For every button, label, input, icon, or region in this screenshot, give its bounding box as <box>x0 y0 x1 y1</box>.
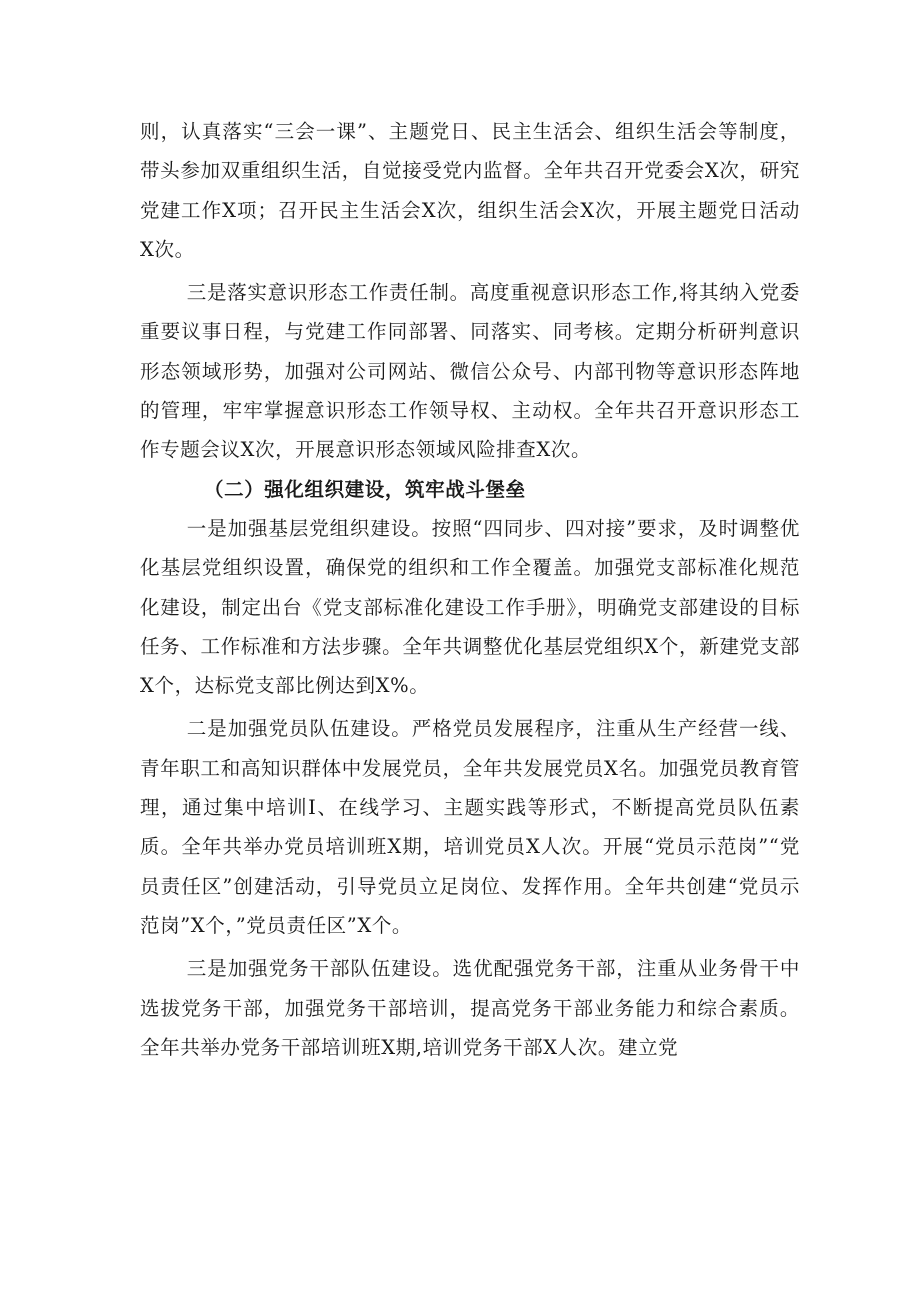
section-heading-organization: （二）强化组织建设，筑牢战斗堡垒 <box>204 477 526 501</box>
paragraph-party-affairs-cadres: 三是加强党务干部队伍建设。选优配强党务干部，注重从业务骨干中选拔党务干部，加强党务干部培训，提高党务干部业务能力和综合素质。全年共举办党务干部培训班X期,培训党务干部X人次。建立党 <box>140 957 800 1059</box>
paragraph-party-member-team: 二是加强党员队伍建设。严格党员发展程序，注重从生产经营一线、青年职工和高知识群体中发展党员，全年共发展党员X名。加强党员教育管理，通过集中培训I、在线学习、主题实践等形式，不断提高党员队伍素质。全年共举办党员培训班X期，培训党员X人次。开展“党员示范岗”“党员责任区”创建活动，引导党员立足岗位、发挥作用。全年共创建“党员示范岗”X个，”党员责任区”X个。 <box>140 717 800 937</box>
paragraph-grassroots-organization: 一是加强基层党组织建设。按照“四同步、四对接”要求，及时调整优化基层党组织设置，确保党的组织和工作全覆盖。加强党支部标准化规范化建设，制定出台《党支部标准化建设工作手册》，明确党支部建设的目标任务、工作标准和方法步骤。全年共调整优化基层党组织X个，新建党支部X个，达标党支部比例达到X%。 <box>140 516 800 698</box>
paragraph-ideology-responsibility: 三是落实意识形态工作责任制。高度重视意识形态工作,将其纳入党委重要议事日程，与党建工作同部署、同落实、同考核。定期分析研判意识形态领域形势，加强对公司网站、微信公众号、内部刊物等意识形态阵地的管理，牢牢掌握意识形态工作领导权、主动权。全年共召开意识形态工作专题会议X次，开展意识形态领域风险排查X次。 <box>140 281 800 462</box>
document-page <box>140 112 800 1067</box>
paragraph-continuation: 则，认真落实“三会一课”、主题党日、民主生活会、组织生活会等制度，带头参加双重组织生活，自觉接受党内监督。全年共召开党委会X次，研究党建工作X项；召开民主生活会X次，组织生活会X次，开展主题党日活动X次。 <box>140 120 800 261</box>
